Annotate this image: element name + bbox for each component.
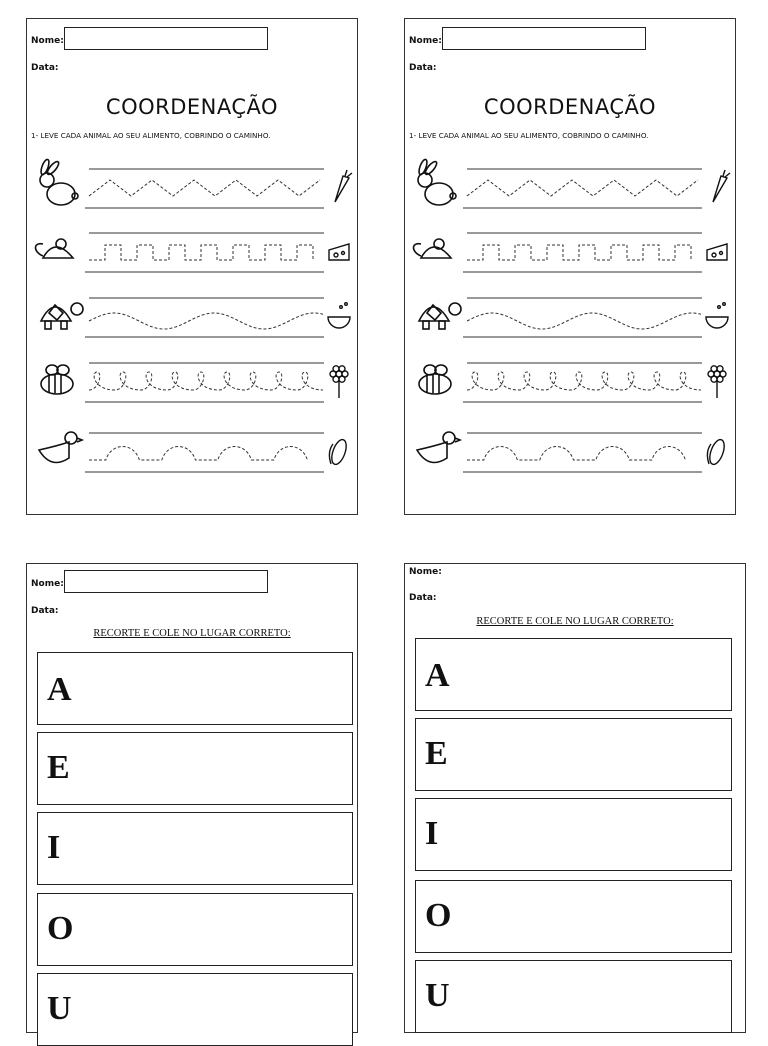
tracing-paths (27, 19, 359, 516)
dashed-trace-path (467, 372, 701, 390)
dashed-trace-path (89, 447, 307, 461)
vowel-box-e[interactable] (415, 718, 732, 791)
name-label: Nome: (409, 36, 442, 46)
name-label: Nome: (31, 36, 64, 46)
dashed-trace-path (89, 180, 320, 196)
instruction-text: 1- LEVE CADA ANIMAL AO SEU ALIMENTO, COBRINDO O CAMINHO. (31, 131, 271, 140)
tracing-row (419, 298, 728, 337)
watermelon-icon (328, 303, 350, 328)
tracing-row (41, 363, 348, 402)
page-title: RECORTE E COLE NO LUGAR CORRETO: (476, 616, 674, 627)
instruction-text: 1- LEVE CADA ANIMAL AO SEU ALIMENTO, COBRINDO O CAMINHO. (409, 131, 649, 140)
vowel-box-a[interactable] (415, 638, 732, 711)
vowel-worksheet-left (26, 563, 358, 1033)
mouse-icon (36, 239, 74, 258)
turtle-icon (41, 303, 83, 329)
name-field[interactable] (64, 570, 268, 593)
vowel-box-i[interactable] (37, 812, 353, 885)
dashed-trace-path (89, 372, 323, 390)
watermelon-icon (706, 303, 728, 328)
flower-icon (708, 366, 726, 398)
tracing-row (417, 158, 730, 208)
hen-icon (417, 432, 460, 463)
tracing-row (41, 298, 350, 337)
tracing-row (417, 432, 727, 472)
mouse-icon (414, 239, 452, 258)
vowel-letter: A (425, 657, 450, 694)
vowel-box-u[interactable] (37, 973, 353, 1046)
tracing-row (39, 432, 349, 472)
rabbit-icon (417, 158, 456, 205)
dashed-trace-path (467, 180, 698, 196)
vowel-box-u[interactable] (415, 960, 732, 1033)
dashed-trace-path (467, 313, 701, 329)
bee-icon (41, 365, 73, 394)
dashed-trace-path (467, 245, 691, 260)
tracing-paths (405, 19, 737, 516)
corn-icon (329, 438, 349, 467)
coordination-worksheet-left (26, 18, 358, 515)
vowel-box-o[interactable] (415, 880, 732, 953)
vowel-letter: O (425, 897, 452, 934)
tracing-row (419, 363, 726, 402)
date-label: Data: (409, 63, 437, 73)
tracing-row (39, 158, 352, 208)
vowel-box-i[interactable] (415, 798, 732, 871)
dashed-trace-path (89, 245, 313, 260)
cheese-icon (707, 244, 727, 260)
dashed-trace-path (467, 447, 685, 461)
date-label: Data: (31, 63, 59, 73)
name-label: Nome: (409, 567, 442, 577)
vowel-box-a[interactable] (37, 652, 353, 725)
tracing-row (36, 233, 350, 272)
tracing-row (414, 233, 728, 272)
flower-icon (330, 366, 348, 398)
page-title: RECORTE E COLE NO LUGAR CORRETO: (93, 628, 291, 639)
date-label: Data: (409, 593, 437, 603)
vowel-letter: E (47, 749, 70, 786)
carrot-icon (713, 170, 730, 202)
turtle-icon (419, 303, 461, 329)
date-label: Data: (31, 606, 59, 616)
hen-icon (39, 432, 82, 463)
name-label: Nome: (31, 579, 64, 589)
vowel-letter: U (47, 990, 72, 1027)
vowel-letter: U (425, 977, 450, 1014)
coordination-worksheet-right (404, 18, 736, 515)
cheese-icon (329, 244, 349, 260)
vowel-worksheet-right (404, 563, 746, 1033)
vowel-letter: I (425, 815, 439, 852)
vowel-box-o[interactable] (37, 893, 353, 966)
bee-icon (419, 365, 451, 394)
carrot-icon (335, 170, 352, 202)
page-title: COORDENAÇÃO (105, 95, 279, 119)
corn-icon (707, 438, 727, 467)
page-title: COORDENAÇÃO (483, 95, 657, 119)
vowel-letter: O (47, 910, 74, 947)
dashed-trace-path (89, 313, 323, 329)
vowel-letter: A (47, 671, 72, 708)
vowel-letter: I (47, 829, 61, 866)
vowel-box-e[interactable] (37, 732, 353, 805)
rabbit-icon (39, 158, 78, 205)
vowel-letter: E (425, 735, 448, 772)
